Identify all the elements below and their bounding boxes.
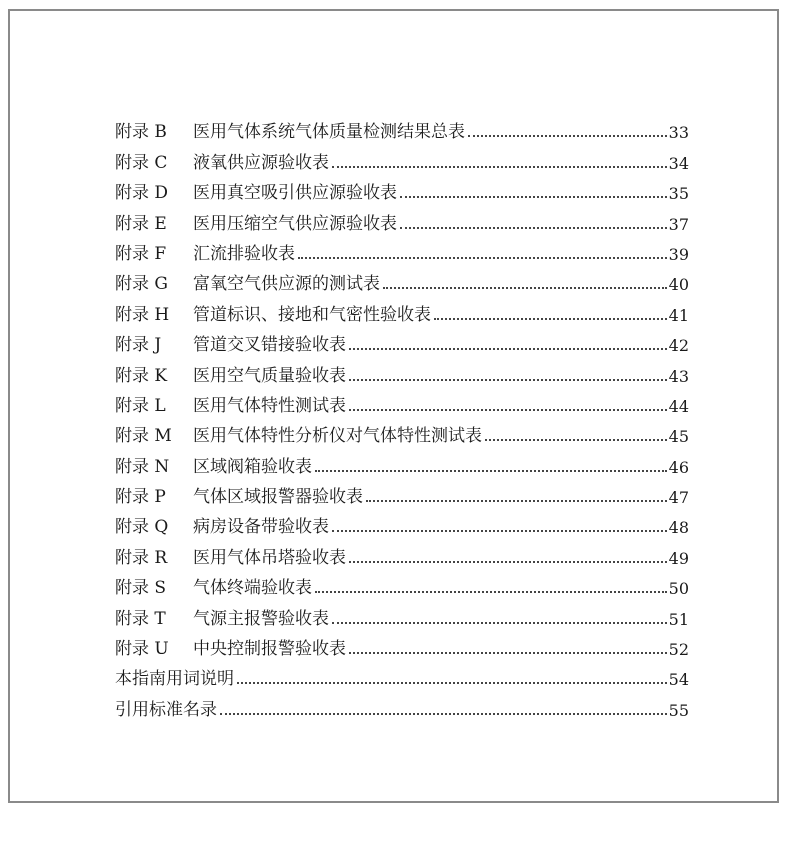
entry-prefix: 附录 N bbox=[115, 456, 170, 477]
toc-entry[interactable] bbox=[115, 115, 689, 145]
entry-title: 引用标准名录 bbox=[115, 699, 217, 720]
entry-title: 本指南用词说明 bbox=[115, 669, 234, 690]
entry-title: 管道标识、接地和气密性验收表 bbox=[193, 304, 431, 325]
entry-page-number: 49 bbox=[668, 548, 689, 568]
toc-entry[interactable] bbox=[115, 176, 689, 206]
dot-leader bbox=[434, 318, 667, 320]
entry-prefix: 附录 L bbox=[115, 395, 166, 416]
toc-entry[interactable] bbox=[115, 389, 689, 419]
dot-leader bbox=[468, 135, 667, 137]
dot-leader bbox=[383, 287, 667, 289]
entry-title: 管道交叉错接验收表 bbox=[193, 335, 346, 356]
entry-prefix: 附录 S bbox=[115, 578, 167, 599]
entry-prefix: 附录 R bbox=[115, 547, 168, 568]
entry-page-number: 39 bbox=[668, 244, 689, 264]
toc-entry[interactable] bbox=[115, 358, 689, 388]
entry-page-number: 34 bbox=[668, 153, 689, 173]
toc-entry[interactable] bbox=[115, 328, 689, 358]
dot-leader bbox=[332, 166, 667, 168]
dot-leader bbox=[485, 439, 667, 441]
toc-entry[interactable] bbox=[115, 449, 689, 479]
entry-prefix: 附录 H bbox=[115, 304, 170, 325]
entry-prefix: 附录 C bbox=[115, 152, 168, 173]
toc-entry[interactable] bbox=[115, 510, 689, 540]
toc-entry[interactable] bbox=[115, 632, 689, 662]
toc-entry[interactable] bbox=[115, 540, 689, 570]
entry-page-number: 43 bbox=[668, 366, 689, 386]
table-of-contents bbox=[115, 115, 689, 723]
toc-entry[interactable] bbox=[115, 480, 689, 510]
dot-leader bbox=[315, 591, 667, 593]
toc-entry[interactable] bbox=[115, 145, 689, 175]
entry-page-number: 35 bbox=[668, 184, 689, 204]
entry-title: 汇流排验收表 bbox=[193, 243, 295, 264]
entry-title: 医用空气质量验收表 bbox=[193, 365, 346, 386]
entry-prefix: 附录 J bbox=[115, 335, 162, 356]
entry-page-number: 52 bbox=[668, 640, 689, 660]
toc-entry[interactable] bbox=[115, 571, 689, 601]
dot-leader bbox=[349, 379, 667, 381]
entry-title: 区域阀箱验收表 bbox=[193, 456, 312, 477]
entry-page-number: 51 bbox=[668, 609, 689, 629]
entry-prefix: 附录 D bbox=[115, 183, 169, 204]
entry-page-number: 47 bbox=[668, 488, 689, 508]
entry-title: 医用压缩空气供应源验收表 bbox=[193, 213, 397, 234]
dot-leader bbox=[315, 470, 667, 472]
entry-title: 富氧空气供应源的测试表 bbox=[193, 274, 380, 295]
toc-entry[interactable] bbox=[115, 267, 689, 297]
dot-leader bbox=[298, 257, 667, 259]
entry-title: 医用气体特性测试表 bbox=[193, 395, 346, 416]
dot-leader bbox=[400, 227, 667, 229]
dot-leader bbox=[332, 622, 667, 624]
entry-page-number: 33 bbox=[668, 123, 689, 143]
entry-page-number: 48 bbox=[668, 518, 689, 538]
entry-prefix: 附录 K bbox=[115, 365, 168, 386]
entry-prefix: 附录 U bbox=[115, 639, 169, 660]
toc-entry[interactable] bbox=[115, 601, 689, 631]
entry-title: 医用真空吸引供应源验收表 bbox=[193, 183, 397, 204]
entry-title: 病房设备带验收表 bbox=[193, 517, 329, 538]
entry-prefix: 附录 B bbox=[115, 122, 167, 143]
dot-leader bbox=[349, 652, 667, 654]
entry-prefix: 附录 Q bbox=[115, 517, 169, 538]
entry-title: 中央控制报警验收表 bbox=[193, 639, 346, 660]
dot-leader bbox=[400, 196, 667, 198]
dot-leader bbox=[349, 409, 667, 411]
entry-title: 医用气体吊塔验收表 bbox=[193, 547, 346, 568]
entry-prefix: 附录 F bbox=[115, 243, 167, 264]
dot-leader bbox=[237, 682, 667, 684]
toc-entry[interactable] bbox=[115, 297, 689, 327]
toc-entry[interactable] bbox=[115, 419, 689, 449]
toc-entry[interactable] bbox=[115, 662, 689, 692]
entry-title: 气体区域报警器验收表 bbox=[193, 487, 363, 508]
entry-page-number: 41 bbox=[668, 305, 689, 325]
entry-title: 医用气体系统气体质量检测结果总表 bbox=[193, 122, 465, 143]
entry-prefix: 附录 E bbox=[115, 213, 167, 234]
entry-page-number: 55 bbox=[668, 700, 689, 720]
entry-page-number: 54 bbox=[668, 670, 689, 690]
entry-page-number: 40 bbox=[668, 275, 689, 295]
entry-title: 医用气体特性分析仪对气体特性测试表 bbox=[193, 426, 482, 447]
entry-prefix: 附录 P bbox=[115, 487, 166, 508]
entry-page-number: 45 bbox=[668, 427, 689, 447]
dot-leader bbox=[349, 561, 667, 563]
entry-prefix: 附录 T bbox=[115, 608, 166, 629]
toc-entry[interactable] bbox=[115, 206, 689, 236]
entry-prefix: 附录 G bbox=[115, 274, 168, 295]
dot-leader bbox=[366, 500, 667, 502]
toc-entry[interactable] bbox=[115, 237, 689, 267]
entry-page-number: 46 bbox=[668, 457, 689, 477]
entry-page-number: 42 bbox=[668, 336, 689, 356]
dot-leader bbox=[220, 713, 667, 715]
dot-leader bbox=[349, 348, 667, 350]
entry-title: 液氧供应源验收表 bbox=[193, 152, 329, 173]
page-frame bbox=[8, 9, 779, 803]
entry-page-number: 44 bbox=[668, 396, 689, 416]
entry-page-number: 50 bbox=[668, 579, 689, 599]
toc-entry[interactable] bbox=[115, 692, 689, 722]
entry-page-number: 37 bbox=[668, 214, 689, 234]
dot-leader bbox=[332, 530, 667, 532]
entry-prefix: 附录 M bbox=[115, 426, 172, 447]
entry-title: 气源主报警验收表 bbox=[193, 608, 329, 629]
entry-title: 气体终端验收表 bbox=[193, 578, 312, 599]
